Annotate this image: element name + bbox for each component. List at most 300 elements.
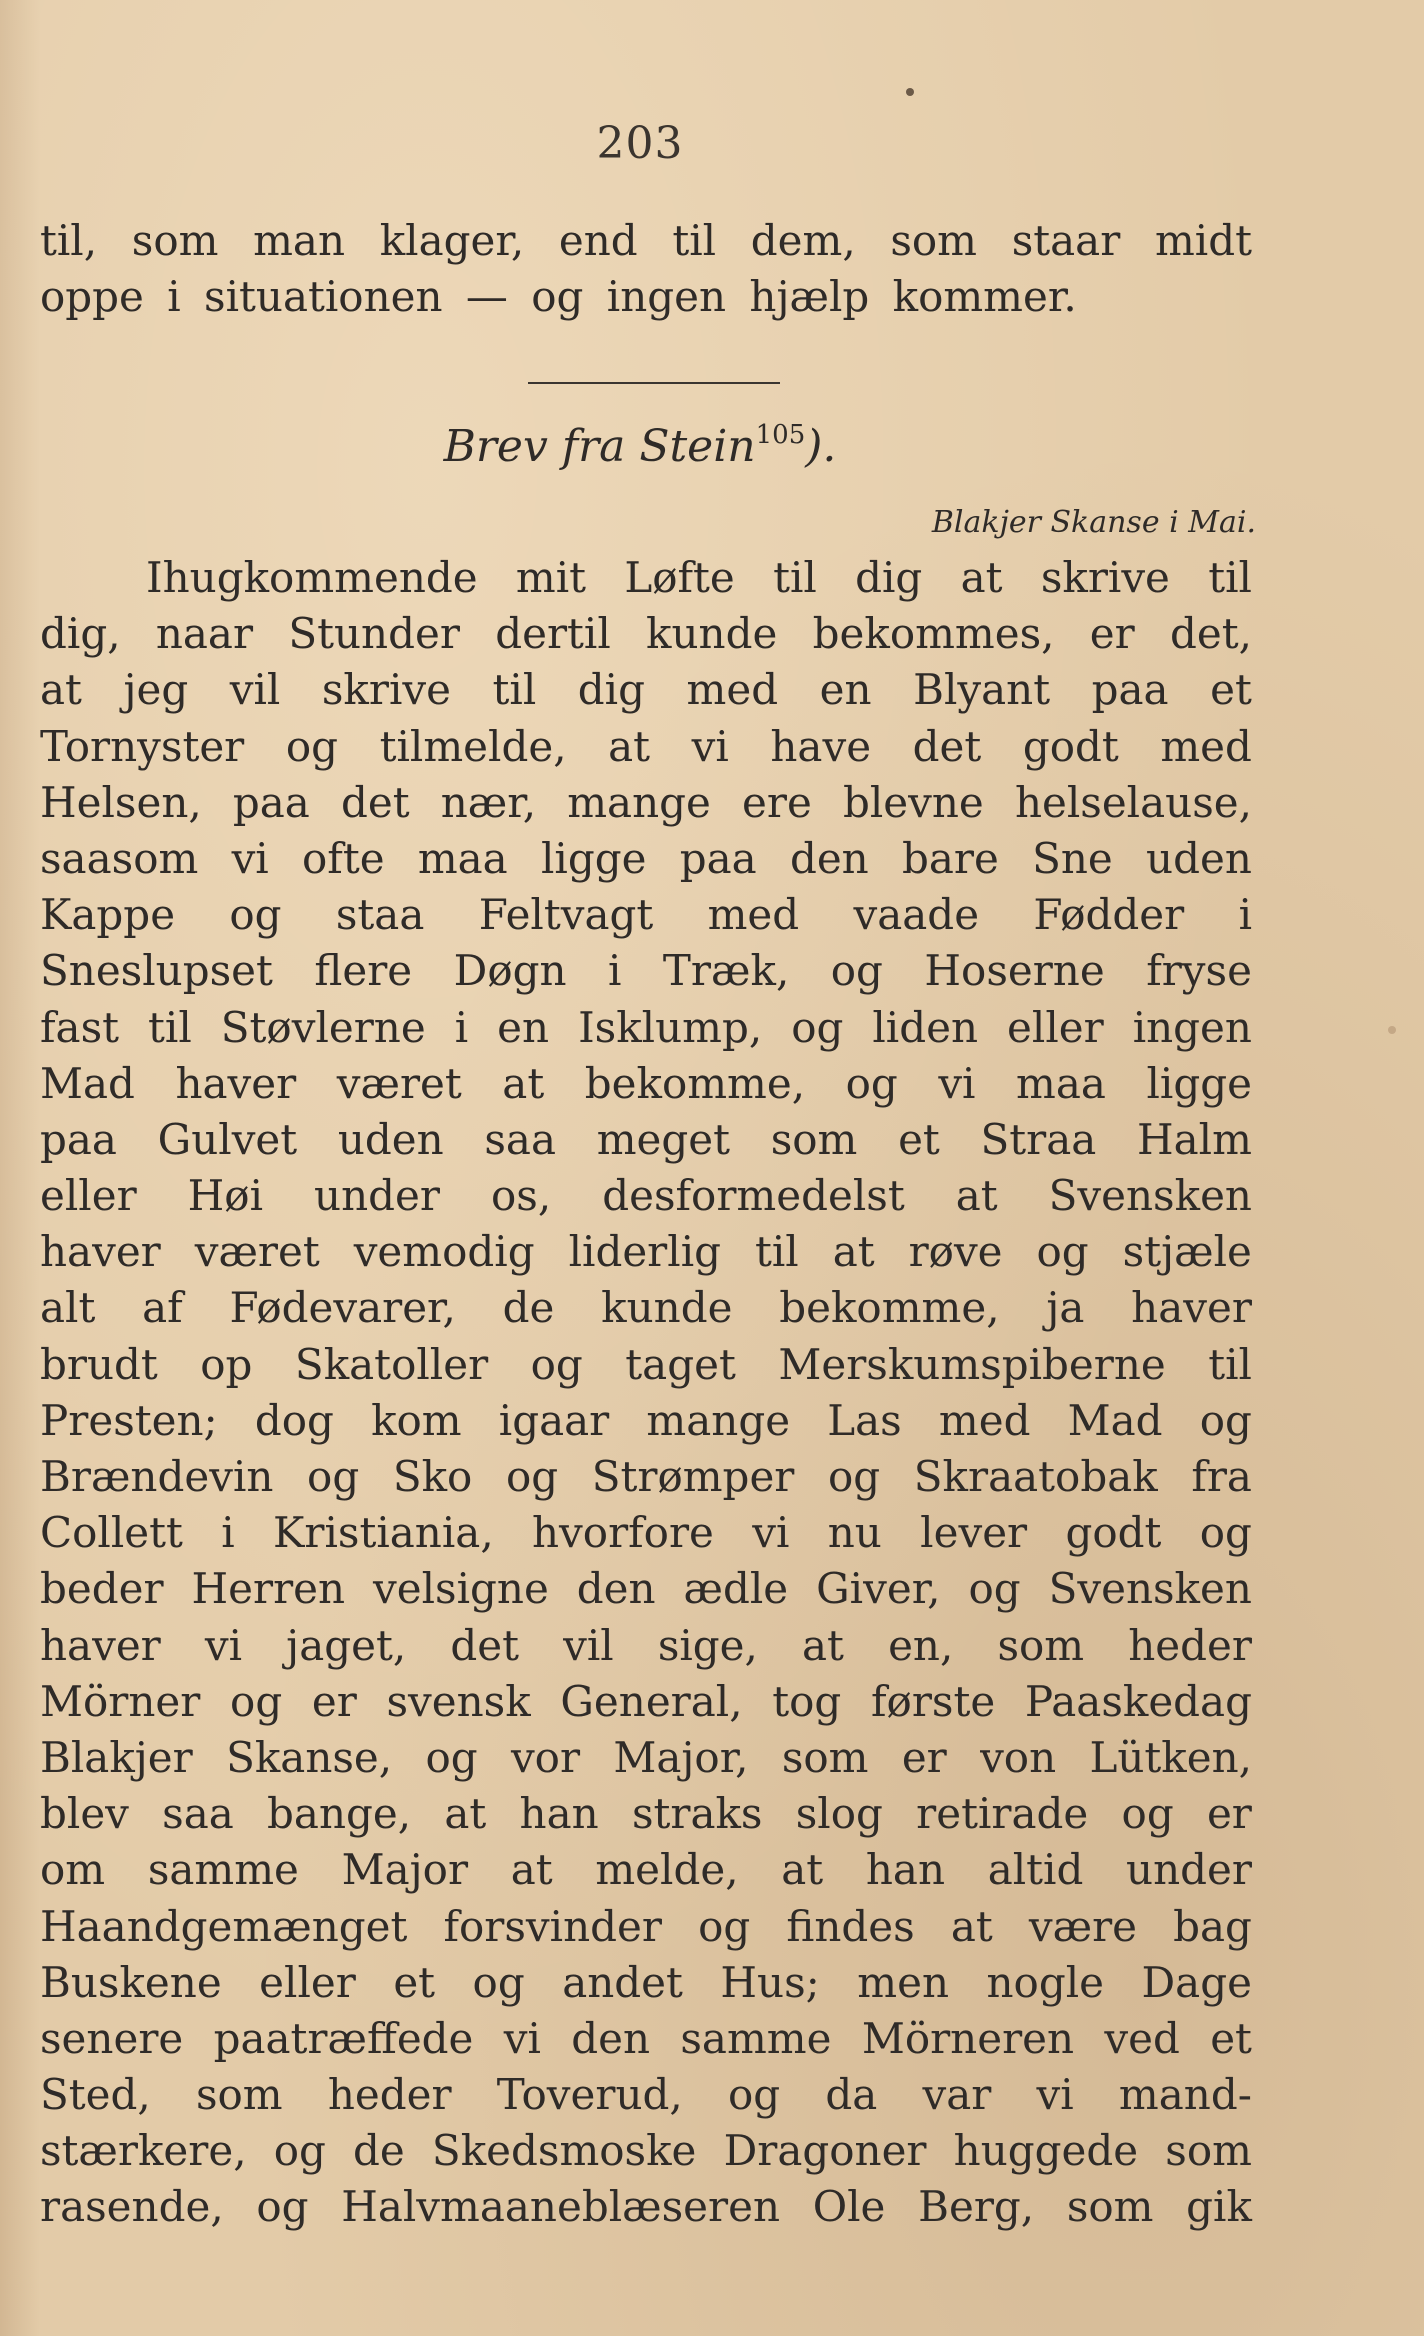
word: op: [200, 1339, 253, 1389]
word: gik: [1186, 2182, 1252, 2232]
word: heder: [327, 2070, 452, 2120]
word: Sne: [1032, 833, 1113, 883]
text-line: [40, 1337, 1252, 1393]
word: er: [1089, 609, 1135, 659]
word: Buskene: [40, 1957, 222, 2007]
word: og: [828, 1452, 881, 1501]
word: og: [968, 1564, 1021, 1614]
word: Straa: [980, 1114, 1097, 1164]
word: vi: [1036, 2070, 1074, 2120]
word: Presten;: [40, 1395, 218, 1445]
word: blev: [40, 1789, 129, 1839]
word: Svensken: [1048, 1564, 1252, 1614]
word: Brændevin: [40, 1452, 274, 1501]
word: maa: [417, 833, 508, 883]
word: Toverud,: [496, 2070, 683, 2120]
word: som: [195, 2070, 283, 2120]
word: og: [1199, 1508, 1252, 1558]
word: Haandgemænget: [40, 1901, 408, 1951]
word: det,: [1170, 609, 1252, 659]
word: fryse: [1146, 946, 1252, 996]
word: heder: [1128, 1620, 1252, 1670]
word: kom: [371, 1395, 462, 1445]
text-line: [40, 2011, 1252, 2067]
text-line: [40, 2067, 1252, 2123]
word: senere: [40, 2013, 184, 2063]
word: som: [781, 1732, 869, 1782]
word: liden: [872, 1002, 979, 1052]
word: haver: [40, 1620, 161, 1670]
word: nogle: [986, 1957, 1104, 2007]
word: da: [825, 2070, 878, 2120]
word: til: [672, 216, 717, 265]
word: Skatoller: [294, 1339, 489, 1389]
word: og: [1036, 1227, 1089, 1277]
word: og: [1199, 1395, 1252, 1445]
word: en: [497, 1002, 550, 1052]
word: tilmelde,: [379, 721, 567, 771]
word: have: [770, 721, 872, 771]
word: Mörner: [40, 1676, 201, 1726]
word: Svensken: [1048, 1171, 1252, 1221]
text-line: [40, 1505, 1252, 1561]
word: saasom: [40, 833, 199, 883]
letter-body: [40, 550, 1252, 2236]
word: paatræffede: [213, 2013, 474, 2063]
word: melde,: [595, 1845, 739, 1895]
word: vi: [691, 721, 729, 771]
word: uden: [337, 1114, 444, 1164]
word: haver: [175, 1058, 297, 1108]
word: Ole: [812, 2182, 886, 2232]
word: vil: [563, 1620, 614, 1670]
word: om: [40, 1845, 106, 1895]
word: en,: [888, 1620, 954, 1670]
word: han: [865, 1845, 945, 1895]
word: Halvmaaneblæseren: [341, 2182, 781, 2232]
word: et: [1210, 2013, 1252, 2063]
word: og: [845, 1058, 898, 1108]
word: Giver,: [816, 1564, 941, 1614]
word: røve: [908, 1227, 1003, 1277]
word: dig: [855, 553, 923, 602]
word: Helsen,: [40, 777, 202, 827]
word: at: [832, 1227, 875, 1277]
word: Mad: [1067, 1395, 1163, 1445]
word: Strømper: [591, 1452, 795, 1501]
letter-title: Brev fra Stein: [443, 421, 756, 472]
word: beder: [40, 1564, 164, 1614]
word: vi: [204, 1620, 243, 1670]
word: Mörneren: [861, 2013, 1075, 2063]
page-number: 203: [596, 118, 684, 169]
word: velsigne: [373, 1564, 549, 1614]
word: bekomme,: [779, 1283, 1000, 1333]
word: mange: [567, 777, 711, 827]
word: det: [340, 777, 410, 827]
word: Lütken,: [1089, 1732, 1252, 1782]
word: og: [425, 1732, 478, 1782]
word: naar: [155, 609, 254, 659]
word: sige,: [657, 1620, 758, 1670]
word: saa: [484, 1114, 557, 1164]
footnote-marker: 105: [755, 420, 806, 450]
text-line: [40, 831, 1252, 887]
word: staar: [1011, 216, 1121, 265]
word: i: [1238, 890, 1252, 940]
text-line: [40, 213, 1252, 269]
word: godt: [1065, 1508, 1162, 1558]
word: igaar: [498, 1395, 610, 1445]
word: Fødevarer,: [229, 1283, 456, 1333]
word: Ihugkommende: [146, 553, 478, 602]
text-line: [40, 1393, 1252, 1449]
word: ofte: [301, 833, 385, 883]
word: Høi: [187, 1171, 264, 1221]
word: vi: [231, 833, 269, 883]
word: et: [898, 1114, 940, 1164]
text-line: oppe i situationen — og ingen hjælp kommer.: [40, 272, 1077, 322]
word: skrive: [321, 665, 451, 715]
word: med: [686, 665, 779, 715]
word: som: [890, 216, 978, 265]
word: dig: [577, 665, 646, 715]
text-line: [40, 1730, 1252, 1786]
word: meget: [596, 1114, 731, 1164]
word: Mad: [40, 1058, 135, 1108]
letter-heading: [0, 420, 1280, 472]
word: paa: [232, 777, 310, 827]
word: uden: [1146, 833, 1252, 883]
word: slog: [795, 1789, 883, 1839]
word: og: [505, 1452, 559, 1501]
word: desformedelst: [602, 1171, 905, 1221]
word: og: [530, 1339, 583, 1389]
word: Merskumspiberne: [778, 1339, 1166, 1389]
word: paa: [1091, 665, 1169, 715]
word: midt: [1154, 216, 1252, 265]
ink-speck: [1388, 1026, 1396, 1034]
word: andet: [562, 1957, 683, 2007]
word: godt: [1022, 721, 1119, 771]
text-line: [40, 606, 1252, 662]
word: kunde: [601, 1283, 733, 1333]
section-divider: [528, 382, 780, 384]
word: retirade: [916, 1789, 1089, 1839]
word: jeg: [123, 665, 189, 715]
word: saa: [162, 1789, 234, 1839]
word: Las: [827, 1395, 902, 1445]
word: til: [1208, 1339, 1252, 1389]
word: stærkere,: [40, 2126, 247, 2176]
word: brudt: [40, 1339, 158, 1389]
word: at: [502, 1058, 545, 1108]
word: kunde: [646, 609, 778, 659]
word: klager,: [379, 216, 525, 265]
word: bekomme,: [584, 1058, 806, 1108]
word: Major,: [613, 1732, 749, 1782]
word: Løfte: [624, 553, 735, 602]
word: og: [727, 2070, 781, 2120]
word: som: [1066, 2182, 1154, 2232]
word: Hus;: [720, 1957, 820, 2007]
word: være: [1028, 1901, 1137, 1951]
word: som: [770, 1114, 858, 1164]
text-line: [40, 662, 1252, 718]
word: bag: [1173, 1901, 1252, 1951]
text-line: [40, 1056, 1252, 1112]
word: flere: [314, 946, 413, 996]
word: Blakjer: [40, 1732, 193, 1782]
word: ligge: [540, 833, 647, 883]
word: os,: [490, 1171, 552, 1221]
word: haver: [1131, 1283, 1252, 1333]
word: vor: [510, 1732, 581, 1782]
word: i: [608, 946, 622, 996]
ink-speck: [906, 88, 914, 96]
word: og: [256, 2182, 309, 2232]
word: alt: [40, 1283, 96, 1333]
word: til,: [40, 216, 98, 265]
word: Halm: [1136, 1114, 1252, 1164]
word: og: [285, 721, 339, 771]
word: og: [1121, 1789, 1174, 1839]
word: været: [336, 1058, 462, 1108]
word: og: [273, 2126, 326, 2176]
text-line: [40, 1561, 1252, 1617]
word: den: [576, 1564, 656, 1614]
word: og: [791, 1002, 844, 1052]
word: vi: [938, 1058, 976, 1108]
word: Skraatobak: [913, 1452, 1158, 1501]
word: som: [131, 216, 219, 265]
text-line: [40, 1224, 1252, 1280]
word: i: [221, 1508, 235, 1558]
word: af: [142, 1283, 183, 1333]
word: eller: [259, 1957, 356, 2007]
word: liderlig: [568, 1227, 722, 1277]
word: blevne: [842, 777, 984, 827]
word: Sneslupset: [40, 946, 273, 996]
paragraph-continuation: [40, 213, 1252, 325]
word: paa: [679, 833, 757, 883]
word: de: [502, 1283, 555, 1333]
word: General,: [560, 1676, 743, 1726]
word: Kristiania,: [273, 1508, 494, 1558]
word: dem,: [750, 216, 856, 265]
word: Dragoner: [723, 2126, 927, 2176]
word: end: [558, 216, 638, 265]
word: og: [830, 946, 883, 996]
word: dog: [254, 1395, 334, 1445]
word: dertil: [495, 609, 611, 659]
word: eller: [1007, 1002, 1104, 1052]
text-line: [40, 2123, 1252, 2179]
word: Kappe: [40, 890, 176, 940]
word: Herren: [191, 1564, 346, 1614]
word: Stunder: [288, 609, 460, 659]
word: ere: [742, 777, 812, 827]
word: man: [253, 216, 346, 265]
text-line: [40, 887, 1252, 943]
word: haver: [40, 1227, 161, 1277]
text-line: [40, 1112, 1252, 1168]
word: altid: [987, 1845, 1084, 1895]
word: ingen: [1132, 1002, 1252, 1052]
word: rasende,: [40, 2182, 224, 2232]
word: han: [519, 1789, 599, 1839]
word: som: [1165, 2126, 1252, 2176]
word: med: [938, 1395, 1031, 1445]
dateline: Blakjer Skanse i Mai.: [931, 505, 1256, 540]
word: til: [492, 665, 537, 715]
word: taget: [625, 1339, 736, 1389]
word: at: [960, 553, 1003, 602]
word: at: [781, 1845, 824, 1895]
word: staa: [335, 890, 425, 940]
word: men: [857, 1957, 949, 2007]
word: bekommes,: [812, 609, 1055, 659]
word: stjæle: [1122, 1227, 1252, 1277]
word: findes: [786, 1901, 915, 1951]
word: Berg,: [918, 2182, 1035, 2232]
word: Hoserne: [924, 946, 1105, 996]
word: vemodig: [353, 1227, 535, 1277]
word: til: [1208, 553, 1252, 602]
word: Fødder: [1033, 890, 1185, 940]
word: og: [229, 890, 282, 940]
text-line: [40, 1000, 1252, 1056]
word: at: [802, 1620, 844, 1670]
text-line: [40, 1842, 1252, 1898]
word: Blyant: [913, 665, 1051, 715]
word: Gulvet: [157, 1114, 298, 1164]
word: vi: [752, 1508, 790, 1558]
text-line: [40, 1955, 1252, 2011]
word: til: [773, 553, 817, 602]
text-line: [40, 1280, 1252, 1336]
word: til: [148, 1002, 192, 1052]
text-line: [40, 550, 1252, 606]
word: i: [454, 1002, 469, 1052]
word: er: [311, 1676, 357, 1726]
word: hvorfore: [532, 1508, 714, 1558]
word: at: [608, 721, 651, 771]
word: og: [307, 1452, 360, 1501]
word: skrive: [1040, 553, 1170, 602]
word: til: [754, 1227, 799, 1277]
word: samme: [680, 2013, 832, 2063]
word: en: [819, 665, 872, 715]
word: vaade: [853, 890, 980, 940]
word: von: [980, 1732, 1057, 1782]
word: første: [870, 1676, 996, 1726]
text-line: [40, 775, 1252, 831]
word: ja: [1046, 1283, 1085, 1333]
word: nu: [827, 1508, 882, 1558]
word: Skanse,: [226, 1732, 393, 1782]
word: mand-: [1118, 2070, 1252, 2120]
text-line: [40, 1449, 1252, 1505]
heading-close: ).: [805, 421, 837, 472]
text-line: [40, 943, 1252, 999]
word: forsvinder: [443, 1901, 662, 1951]
text-line: [40, 1899, 1252, 1955]
word: tog: [772, 1676, 842, 1726]
word: de: [353, 2126, 405, 2176]
word: vil: [229, 665, 281, 715]
text-line: [40, 1674, 1252, 1730]
word: det: [912, 721, 982, 771]
word: helselause,: [1014, 777, 1252, 827]
word: Støvlerne: [220, 1002, 426, 1052]
word: og: [698, 1901, 751, 1951]
word: var: [922, 2070, 992, 2120]
word: bange,: [267, 1789, 412, 1839]
word: ædle: [683, 1564, 789, 1614]
word: lever: [920, 1508, 1028, 1558]
word: at: [444, 1789, 487, 1839]
word: Isklump,: [578, 1002, 763, 1052]
word: Skedsmoske: [431, 2126, 697, 2176]
word: er: [1206, 1789, 1252, 1839]
text-line: [40, 2179, 1252, 2235]
word: huggede: [953, 2126, 1139, 2176]
word: nær,: [440, 777, 537, 827]
word: straks: [631, 1789, 763, 1839]
word: et: [1210, 665, 1252, 715]
word: eller: [40, 1171, 137, 1221]
text-line: [40, 1618, 1252, 1674]
word: og: [230, 1676, 283, 1726]
word: paa: [40, 1114, 117, 1164]
word: Collett: [40, 1508, 183, 1558]
word: Sted,: [40, 2070, 151, 2120]
word: maa: [1016, 1058, 1106, 1108]
word: Major: [341, 1845, 469, 1895]
word: at: [510, 1845, 553, 1895]
word: ved: [1104, 2013, 1180, 2063]
word: under: [314, 1171, 440, 1221]
text-line: [40, 719, 1252, 775]
word: dig,: [40, 609, 121, 659]
word: ligge: [1146, 1058, 1252, 1108]
word: bare: [901, 833, 999, 883]
word: under: [1126, 1845, 1252, 1895]
word: Tornyster: [40, 721, 245, 771]
word: Paaskedag: [1024, 1676, 1252, 1726]
text-line: [40, 1168, 1252, 1224]
word: Sko: [392, 1452, 473, 1501]
word: med: [1160, 721, 1252, 771]
word: samme: [147, 1845, 299, 1895]
word: er: [901, 1732, 947, 1782]
word: Feltvagt: [478, 890, 654, 940]
word: været: [194, 1227, 320, 1277]
word: jaget,: [286, 1620, 407, 1670]
word: det: [450, 1620, 519, 1670]
word: mit: [515, 553, 587, 602]
word: den: [571, 2013, 651, 2063]
word: med: [707, 890, 800, 940]
word: fast: [40, 1002, 120, 1052]
word: Træk,: [662, 946, 790, 996]
word: at: [950, 1901, 993, 1951]
word: fra: [1191, 1452, 1252, 1501]
word: Døgn: [453, 946, 567, 996]
word: svensk: [386, 1676, 531, 1726]
text-line: [40, 1786, 1252, 1842]
